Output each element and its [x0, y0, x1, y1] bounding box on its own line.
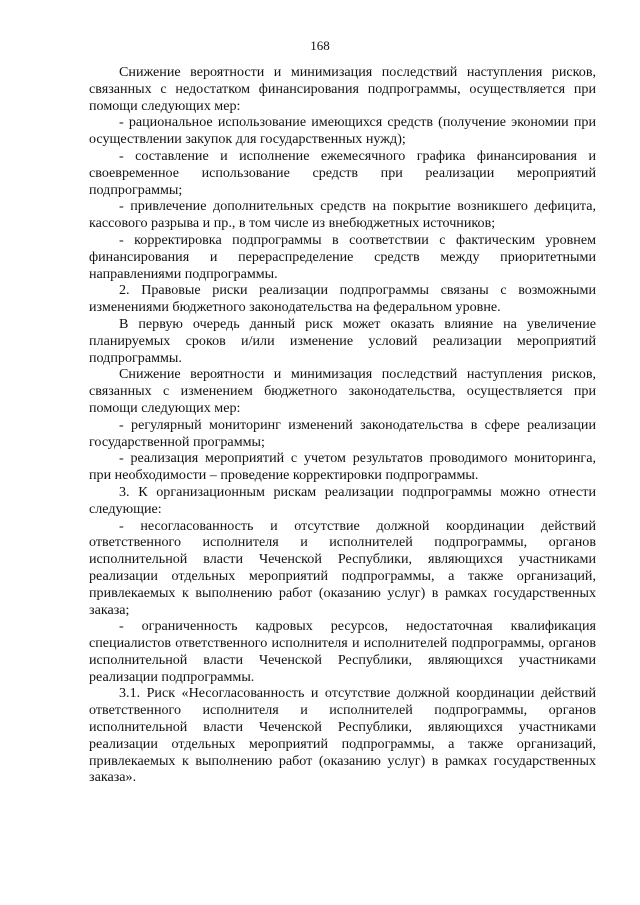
paragraph-financing-risk-measures-intro: Снижение вероятности и минимизация последствий наступления рисков, связанных с недостатком финансирования подпрограммы, осуществляется при помощи следующих мер: [89, 64, 596, 114]
list-item-regular-monitoring: - регулярный мониторинг изменений законодательства в сфере реализации государственной программы; [89, 416, 596, 450]
list-item-rational-use: - рациональное использование имеющихся средств (получение экономии при осуществлении закупок для государственных нужд); [89, 114, 596, 148]
paragraph-legal-risk-impact: В первую очередь данный риск может оказать влияние на увеличение планируемых сроков и/или изменение условий реализации мероприятий подпрограммы. [89, 315, 596, 366]
paragraph-organizational-risks-intro: 3. К организационным рискам реализации подпрограммы можно отнести следующие: [89, 483, 596, 517]
paragraph-legal-risk-measures-intro: Снижение вероятности и минимизация последствий наступления рисков, связанных с изменением бюджетного законодательства, осуществляется при помощи следующих мер: [89, 366, 596, 416]
list-item-additional-funds: - привлечение дополнительных средств на покрытие возникшего дефицита, кассового разрыва и пр., в том числе из внебюджетных источников; [89, 198, 596, 232]
list-item-limited-staff: - ограниченность кадровых ресурсов, недостаточная квалификация специалистов ответственного исполнителя и исполнителей подпрограммы, органов исполнительной власти Чеченской Республики, являющихся участниками реализации подпрограммы. [89, 618, 596, 685]
list-item-program-adjustment: - корректировка подпрограммы в соответствии с фактическим уровнем финансирования и перераспределение средств между приоритетными направлениями подпрограммы. [89, 231, 596, 282]
list-item-lack-of-coordination: - несогласованность и отсутствие должной координации действий ответственного исполнителя и исполнителей подпрограммы, органов исполнительной власти Чеченской Республики, являющихся участниками реализации отдельных мероприятий подпрограммы, а также организаций, привлекаемых к выполнению работ (оказанию услуг) в рамках государственных заказа; [89, 517, 596, 618]
paragraph-risk-3-1: 3.1. Риск «Несогласованность и отсутствие должной координации действий ответственного исполнителя и исполнителей подпрограммы, органов исполнительной власти Чеченской Республики, являющихся участниками реализации отдельных мероприятий подпрограммы, а также организаций, привлекаемых к выполнению работ (оказанию услуг) в рамках государственных заказа». [89, 685, 596, 786]
document-body [89, 64, 596, 786]
list-item-monitoring-based-adjustment: - реализация мероприятий с учетом результатов проводимого мониторинга, при необходимости – проведение корректировки подпрограммы. [89, 450, 596, 484]
paragraph-legal-risks: 2. Правовые риски реализации подпрограммы связаны с возможными изменениями бюджетного законодательства на федеральном уровне. [89, 282, 596, 316]
list-item-monthly-schedule: - составление и исполнение ежемесячного графика финансирования и своевременное использование средств при реализации мероприятий подпрограммы; [89, 147, 596, 198]
page-number: 168 [310, 38, 330, 53]
